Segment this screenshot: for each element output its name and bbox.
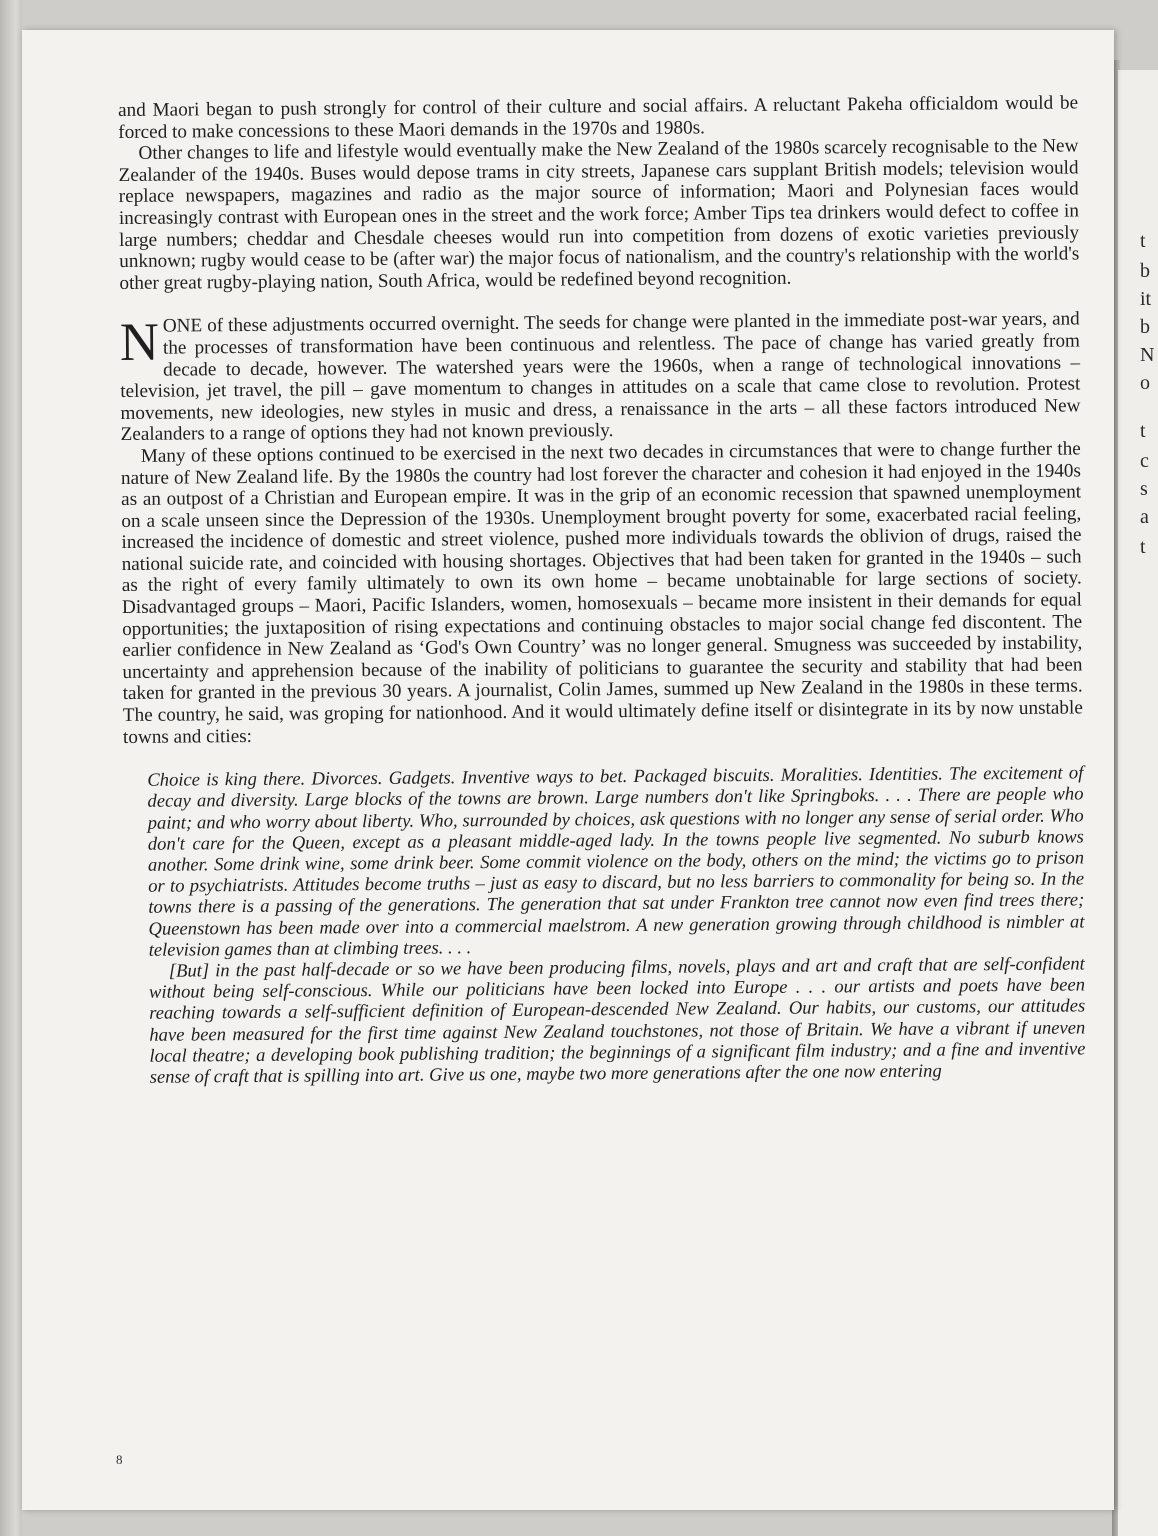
adjacent-page-fragment: s	[1140, 478, 1148, 500]
adjacent-page-fragment: N	[1140, 344, 1155, 366]
adjacent-page-fragment: a	[1140, 506, 1149, 528]
adjacent-page	[1118, 70, 1158, 1536]
adjacent-page-fragment: b	[1140, 260, 1150, 282]
paragraph-text: ONE of these adjustments occurred overnight. The seeds for change were planted in the immediate post-war years, and the processes of transformation have been continuous and relentless. The pace of change has varied greatly from decade to decade, however. The watershed years were the 1960s, when a range of technological innovations – television, jet travel, the pill – gave momentum to changes in attitudes on a scale that came close to revolution. Protest movements, new ideologies, new styles in music and dress, a renaissance in the arts – all these factors introduced New Zealanders to a range of options they had not known previously.	[120, 308, 1081, 446]
page-text	[118, 92, 1086, 1088]
paragraph: Many of these options continued to be exercised in the next two decades in circumstances that were to change further the nature of New Zealand life. By the 1980s the country had lost forever the character and cohesion it had enjoyed in the 1940s as an outpost of a Christian and European empire. It was in the grip of an economic recession that spawned unemployment on a scale unseen since the Depression of the 1930s. Unemployment brought poverty for some, exacerbated racial feeling, increased the incidence of domestic and street violence, pushed more individuals towards the oblivion of drugs, raised the national suicide rate, and coincided with housing shortages. Objectives that had been taken for granted in the 1940s – such as the right of every family ultimately to own its own home – became unobtainable for large sections of society. Disadvantaged groups – Maori, Pacific Islanders, women, homosexuals – became more insistent in their demands for equal opportunities; the juxtaposition of rising expectations and continuing obstacles to major social change fed discontent. The earlier confidence in New Zealand as ‘God's Own Country’ was no longer general. Smugness was succeeded by instability, uncertainty and apprehension because of the inability of politicians to guarantee the security and stability that had been taken for granted in the previous 30 years. A journalist, Colin James, summed up New Zealand in the 1980s in these terms. The country, he said, was groping for nationhood. And it would ultimately define itself or disintegrate in its by now unstable towns and cities:	[120, 438, 1083, 748]
adjacent-page-fragment: t	[1140, 420, 1146, 442]
quote-paragraph: Choice is king there. Divorces. Gadgets. Inventive ways to bet. Packaged biscuits. Moralities. Identities. The excitement of decay and diversity. Large blocks of the towns are brown. Large numbers don't like Springboks. . . . There are people who paint; and who worry about liberty. Who, surrounded by choices, ask questions with no longer any sense of serial order. Who don't care for the Queen, except as a pleasant middle-aged lady. In the towns people live segmented. No suburb knows another. Some drink wine, some drink beer. Some commit violence on the body, others on the mind; the victims go to prison or to psychiatrists. Attitudes become truths – just as easy to discard, but no less barriers to commonality for being so. In the towns there is a passing of the generations. The generation that sat under Frankton tree cannot now even find trees there; Queenstown has been made over into a commercial maelstrom. A new generation growing through childhood is nimbler at television games than at climbing trees. . . .	[147, 762, 1085, 961]
adjacent-page-fragment: t	[1140, 536, 1146, 558]
adjacent-page-fragment: t	[1140, 230, 1146, 252]
book-left-edge	[0, 0, 22, 1536]
adjacent-page-fragment: it	[1140, 288, 1152, 310]
quote-paragraph: [But] in the past half-decade or so we have been producing films, novels, plays and art and craft that are self-confident without being self-conscious. While our politicians have been locked into Europe . . . our artists and poets have been reaching towards a self-sufficient definition of European-descended New Zealand. Our habits, our customs, our attitudes have been measured for the first time against New Zealand touchstones, not those of Britain. We have a vibrant if uneven local theatre; a developing book publishing tradition; the beginnings of a significant film industry; and a fine and inventive sense of craft that is spilling into art. Give us one, maybe two more generations after the one now entering	[148, 953, 1086, 1088]
block-quote	[147, 763, 1085, 1088]
adjacent-page-fragment: b	[1140, 316, 1150, 338]
page-number: 8	[116, 1452, 123, 1467]
adjacent-page-fragment: c	[1140, 450, 1149, 472]
section-opening-paragraph	[120, 309, 1081, 446]
paragraph: and Maori began to push strongly for control of their culture and social affairs. A reluctant Pakeha officialdom would be forced to make concessions to these Maori demands in the 1970s and 1980s.	[118, 92, 1079, 143]
drop-cap: N	[119, 312, 160, 373]
adjacent-page-fragment: o	[1140, 372, 1150, 394]
paragraph: Other changes to life and lifestyle would eventually make the New Zealand of the 1980s scarcely recognisable to the New Zealander of the 1940s. Buses would depose trams in city streets, Japanese cars supplant British models; television would replace newspapers, magazines and radio as the major source of information; Maori and Polynesian faces would increasingly contrast with European ones in the street and the work force; Amber Tips tea drinkers would defect to coffee in large numbers; cheddar and Chesdale cheeses would run into competition from dozens of exotic varieties previously unknown; rugby would cease to be (after war) the major focus of nationalism, and the country's relationship with the world's other great rugby-playing nation, South Africa, would be redefined beyond recognition.	[118, 135, 1080, 294]
